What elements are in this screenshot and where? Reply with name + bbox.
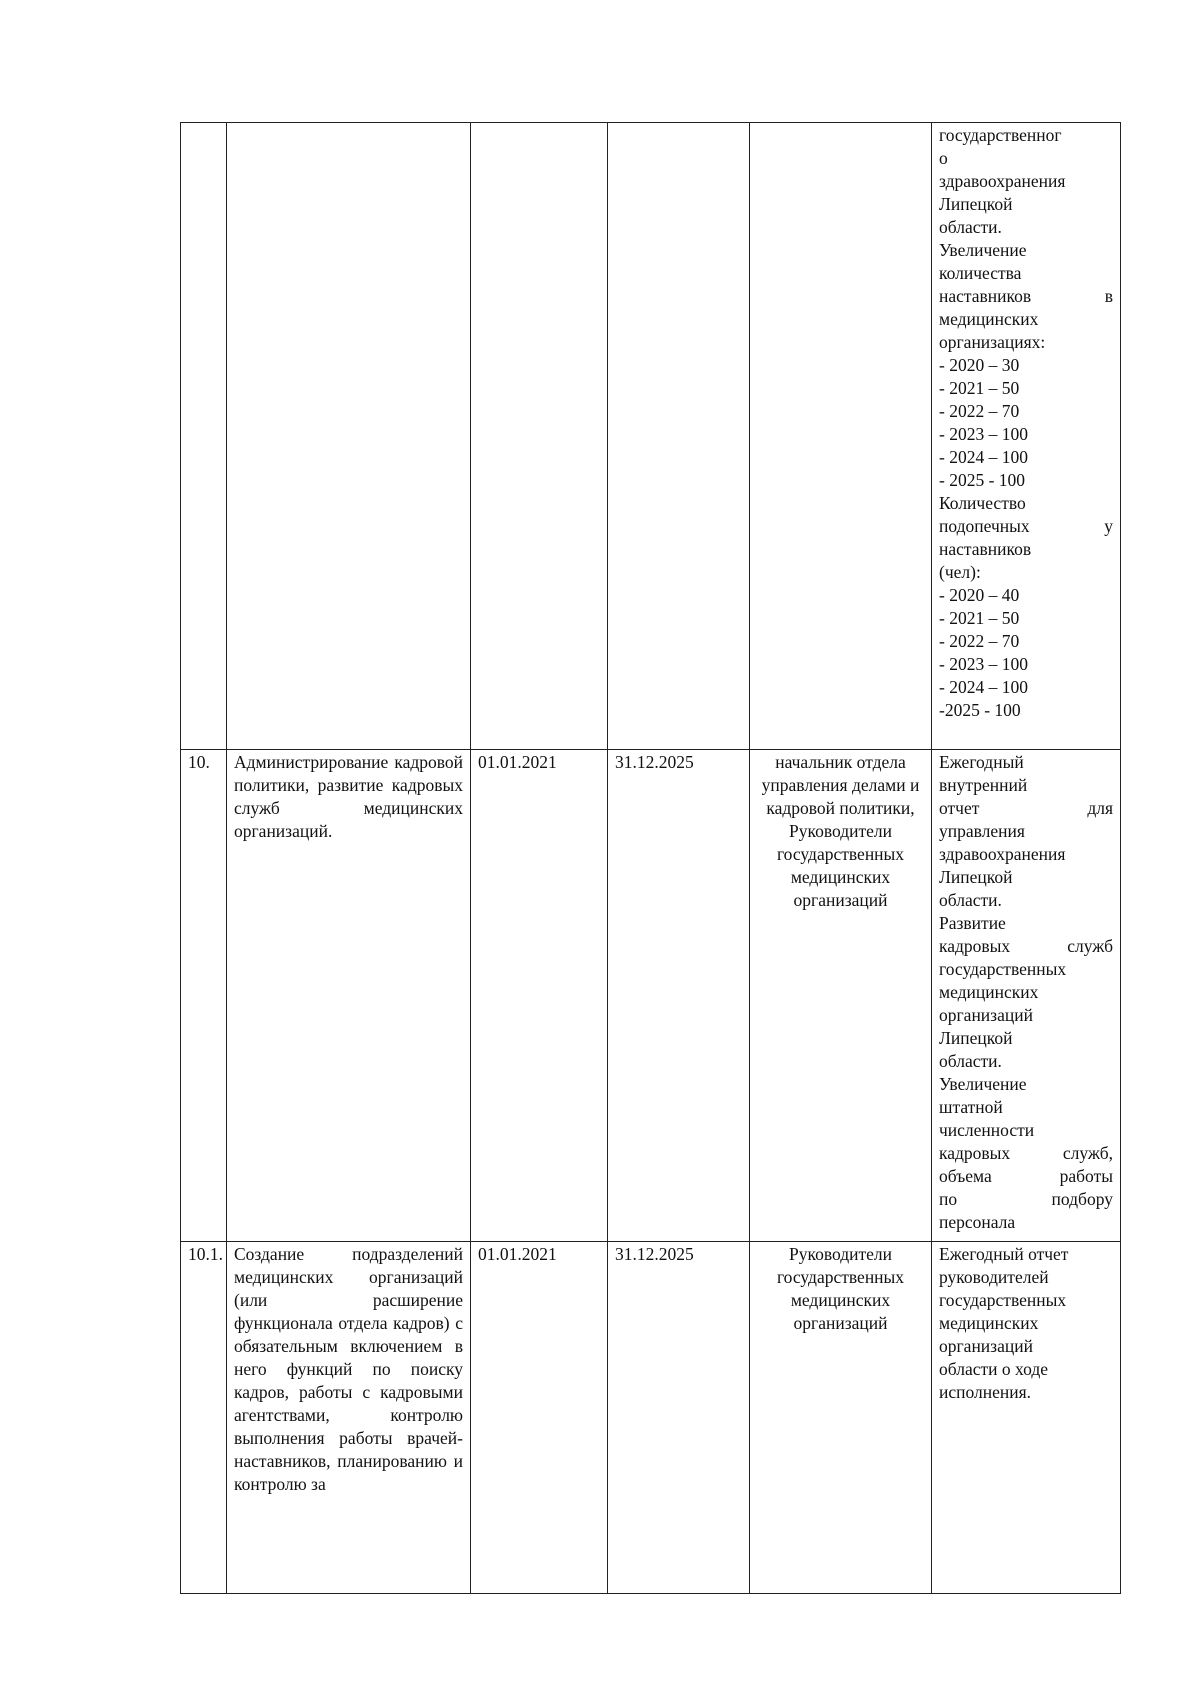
result-line: (чел): — [939, 562, 981, 582]
cell-activity: Администрирование кадровой политики, развитие кадровых служб медицинских организаций. — [227, 750, 471, 1242]
result-line: организаций — [939, 1336, 1033, 1356]
result-line: области. — [939, 890, 1002, 910]
cell-responsible: Руководители государственных медицинских организаций — [750, 1242, 932, 1594]
result-line: государственног — [939, 125, 1062, 145]
result-line: области о ходе — [939, 1359, 1048, 1379]
result-line: организациях: — [939, 332, 1046, 352]
result-line: области. — [939, 1051, 1002, 1071]
result-line: количества — [939, 263, 1022, 283]
result-line: о — [939, 148, 948, 168]
result-line: численности — [939, 1120, 1035, 1140]
result-line: организаций — [939, 1005, 1033, 1025]
result-line: штатной — [939, 1097, 1003, 1117]
result-line: кадровых служб, — [939, 1143, 1113, 1163]
result-line: здравоохранения — [939, 171, 1066, 191]
cell-start-date: 01.01.2021 — [471, 750, 608, 1242]
result-line: по подбору — [939, 1189, 1113, 1209]
result-line: Увеличение — [939, 1074, 1027, 1094]
result-line: руководителей — [939, 1267, 1049, 1287]
result-line: исполнения. — [939, 1382, 1032, 1402]
result-line: управления — [939, 821, 1025, 841]
result-line: - 2023 – 100 — [939, 424, 1028, 444]
result-line: наставников — [939, 539, 1032, 559]
cell-activity — [227, 123, 471, 750]
result-line: области. — [939, 217, 1002, 237]
result-line: объема работы — [939, 1166, 1113, 1186]
result-line: Ежегодный отчет — [939, 1244, 1069, 1264]
cell-responsible — [750, 123, 932, 750]
cell-result — [932, 123, 1121, 750]
cell-number: 10. — [181, 750, 227, 1242]
result-line: наставников в — [939, 286, 1113, 306]
table-row — [181, 750, 1121, 1242]
cell-number — [181, 123, 227, 750]
cell-end-date: 31.12.2025 — [608, 750, 750, 1242]
result-line: - 2024 – 100 — [939, 677, 1028, 697]
result-line: внутренний — [939, 775, 1028, 795]
result-line: государственных — [939, 1290, 1067, 1310]
result-line: здравоохранения — [939, 844, 1066, 864]
cell-end-date: 31.12.2025 — [608, 1242, 750, 1594]
result-line: медицинских — [939, 309, 1039, 329]
plan-table — [180, 122, 1121, 1594]
result-line: - 2022 – 70 — [939, 401, 1020, 421]
result-line: - 2024 – 100 — [939, 447, 1028, 467]
result-line: - 2022 – 70 — [939, 631, 1020, 651]
result-line: Липецкой — [939, 1028, 1013, 1048]
result-line: медицинских — [939, 1313, 1039, 1333]
result-line: кадровых служб — [939, 936, 1113, 956]
result-line: отчет для — [939, 798, 1113, 818]
cell-end-date — [608, 123, 750, 750]
result-line: - 2025 - 100 — [939, 470, 1026, 490]
result-line: -2025 - 100 — [939, 700, 1021, 720]
cell-start-date — [471, 123, 608, 750]
result-line: - 2020 – 40 — [939, 585, 1020, 605]
result-line: Увеличение — [939, 240, 1027, 260]
result-line: Ежегодный — [939, 752, 1024, 772]
result-line: - 2020 – 30 — [939, 355, 1020, 375]
table-row — [181, 1242, 1121, 1594]
cell-result — [932, 750, 1121, 1242]
result-line: - 2021 – 50 — [939, 378, 1020, 398]
result-line: - 2021 – 50 — [939, 608, 1020, 628]
result-line: персонала — [939, 1212, 1016, 1232]
cell-result — [932, 1242, 1121, 1594]
cell-responsible: начальник отдела управления делами и кадровой политики, Руководители государственных медицинских организаций — [750, 750, 932, 1242]
cell-start-date: 01.01.2021 — [471, 1242, 608, 1594]
result-line: Количество — [939, 493, 1026, 513]
result-line: Липецкой — [939, 194, 1013, 214]
table-row — [181, 123, 1121, 750]
result-line: подопечных у — [939, 516, 1113, 536]
cell-activity: Создание подразделений медицинских организаций (или расширение функционала отдела кадров) с обязательным включением в него функций по поиску кадров, работы с кадровыми агентствами, контролю выполнения работы врачей-наставников, планированию и контролю за — [227, 1242, 471, 1594]
cell-number: 10.1. — [181, 1242, 227, 1594]
result-line: - 2023 – 100 — [939, 654, 1028, 674]
result-line: государственных — [939, 959, 1067, 979]
result-line: Развитие — [939, 913, 1006, 933]
result-line: медицинских — [939, 982, 1039, 1002]
result-line: Липецкой — [939, 867, 1013, 887]
